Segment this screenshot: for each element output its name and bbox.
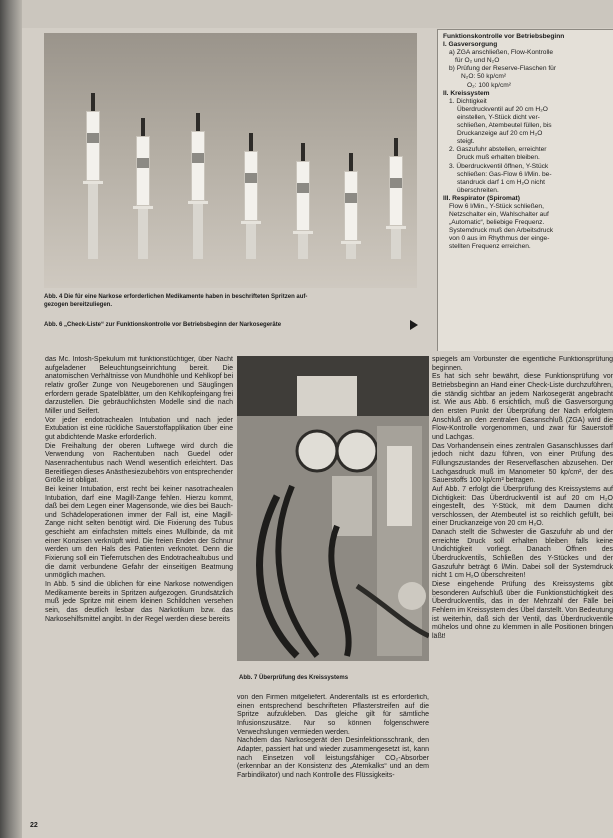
checklist-line: a) ZGA anschließen, Flow-Kontrolle [449, 49, 554, 57]
checklist-line: für O₂ und N₂O [455, 57, 500, 65]
text-column-3 [432, 356, 613, 834]
page-number: 22 [30, 822, 38, 829]
syringe [389, 138, 403, 263]
book-binding [0, 0, 22, 838]
checklist-line: überschreiten. [457, 186, 499, 194]
checklist-line: von 0 aus im Rhythmus der einge- [449, 235, 550, 243]
checklist-line: 1. Dichtigkeit [449, 97, 487, 105]
syringe [344, 153, 358, 263]
paragraph: Bei keiner Intubation, erst recht bei keiner nasotrachealen Intubation, darf eine Magill-Zange fehlen. Hierzu kommt, daß bei dem Legen einer Magensonde, wie dies bei Bauch- und Schädeloperationen immer der Fall ist, eine Magill-Zange nicht selten benötigt wird. Die Fixierung des Tubus geschieht am einfachsten mittels eines Mullbinde, da mit einer Konzisen verknüpft wird. Die freien Enden der Schnur werden um den Hals des Patienten verknotet. Denn die Fixierung soll ein Tieferrutschen des Endotrachealtubus und die damit verbundene Gefahr der einseitigen Beatmung unmöglich machen. [45, 485, 233, 580]
paragraph: Die Freihaltung der oberen Luftwege wird durch die Verwendung von Rachentuben nach Guedel oder Nasenrachentubus nach Wendl wesentlich erleichtert. Das Bereitliegen dieses Anästhesiezubehörs von entsprechender Größe ist obligat. [45, 442, 233, 485]
paragraph: Nachdem das Narkosegerät den Desinfektionsschrank, den Adapter, passiert hat und wieder zusammengesetzt ist, kann nach Einsetzen voll leistungsfähiger CO₂-Absorber (erkennbar an der Konsistenz des „Atemkalks“ und an dem Farbindikator) und nach Kontrolle des Flüssigkeits- [237, 737, 429, 779]
syringes-photo [44, 33, 417, 288]
checklist-line: 3. Überdruckventil öffnen, Y-Stück [449, 162, 549, 170]
checklist-line: Netzschalter ein, Wahlschalter auf [449, 211, 549, 219]
paragraph: das Mc. Intosh-Spekulum mit funktionstüchtiger, über Nacht aufgeladener Beleuchtungseinrichtung bereit. Die anatomischen Verhältnisse von Mundhöhle und Kehlkopf bei relativ großer Zunge von Neugeborenen und Säuglingen erfordern gerade Spatelblätter, um den Kehlkopfeingang frei darzustellen. Die gebräuchlichsten Modelle sind die nach Miller und Seifert. [45, 356, 233, 415]
anesthesia-machine-photo [237, 356, 429, 661]
checklist-line: O₂: 100 kp/cm² [467, 81, 511, 89]
paragraph: Vor jeder endotrachealen Intubation und nach jeder Extubation ist eine rückliche Sauerstoffapplikation über eine gut abdichtende Maske erforderlich. [45, 416, 233, 441]
checklist-line: Funktionskontrolle vor Betriebsbeginn [443, 33, 565, 40]
paragraph: Danach stellt die Schwester die Gaszufuhr ab und der erreichte Druck soll erhalten bleiben falls keine Undichtigkeit vorliegt. Danach Öffnen des Überdruckventils, Schließen des Y-Stückes und der Gaszufuhr beträgt 6 l/Min. Dabei soll der Systemdruck nicht 1 cm H₂O überschreiten! [432, 529, 613, 580]
checklist-line: III. Respirator (Spiromat) [443, 194, 520, 202]
syringe [86, 93, 100, 263]
checklist-line: Flow 6 l/Min., Y-Stück schließen, [449, 202, 544, 210]
checklist-line: „Automatic“, beliebige Frequenz. [449, 219, 545, 227]
paragraph: Diese eingehende Prüfung des Kreissystems gibt besonderen Aufschluß über die Funktionstüchtigkeit des Überdruckventils, das in der Mehrzahl der Fälle bei Fehlern im Kreissystem des Übel darstellt. Von Bedeutung ist weiterhin, daß sich der Ventil, das Überdruckventile mühelos und ohne zu klemmen in alle Positionen bringen läßt! [432, 581, 613, 640]
syringe [191, 113, 205, 263]
checklist-line: b) Prüfung der Reserve-Flaschen für [449, 65, 557, 73]
checklist-line: schließen: Gas-Flow 6 l/Min. be- [457, 170, 552, 178]
figure-caption-abb7: Abb. 7 Überprüfung des Kreissystems [239, 675, 349, 681]
figure-caption-abb6: Abb. 6 „Check-Liste“ zur Funktionskontrolle vor Betriebsbeginn der Narkosegeräte [44, 322, 282, 328]
checklist-line: I. Gasversorgung [443, 41, 498, 49]
checklist-line: stellten Frequenz erreichen. [449, 243, 531, 251]
checklist-line: standruck darf 1 cm H₂O nicht [457, 178, 545, 186]
machine-illustration [237, 356, 429, 661]
checklist-line: Druck muß erhalten bleiben. [457, 154, 540, 162]
syringe [296, 143, 310, 263]
text-column-2 [237, 694, 429, 834]
arrow-right-icon [410, 320, 418, 330]
checklist-box [437, 29, 613, 351]
checklist-line: N₂O: 50 kp/cm² [461, 73, 507, 81]
checklist-line: Druckanzeige auf 20 cm H₂O [457, 130, 543, 138]
top-margin [22, 0, 613, 28]
figure-caption-abb4: Abb. 4 Die für eine Narkose erforderlichen Medikamente haben in beschrifteten Spritzen auf- gezogen bereitzuliegen. [44, 294, 308, 308]
checklist-line: schließen, Atembeutel füllen, bis [457, 122, 552, 130]
syringe [136, 118, 150, 263]
paragraph: Das Vorhandensein eines zentralen Gasanschlusses darf jedoch nicht dazu führen, von einer Prüfung des Füllungszustandes der Reserveflaschen abzusehen. Der Lachgasdruck muß im Manometer 50 kp/cm², der des Sauerstoffs 100 kp/cm² betragen. [432, 442, 613, 485]
checklist-line: Überdruckventil auf 20 cm H₂O [457, 105, 548, 113]
text-column-1 [45, 356, 233, 834]
paragraph: spiegels am Vorbunster die eigentliche Funktionsprüfung beginnen. [432, 356, 613, 372]
checklist-line: Systemdruck muß den Arbeitsdruck [449, 227, 554, 235]
paragraph: Auf Abb. 7 erfolgt die Überprüfung des Kreissystems auf Dichtigkeit: Das Überdruckventil ist auf 20 cm H₂O eingestellt, des Y-Stück, mit dem Daumen dicht verschlossen, der Atembeutel ist so reichlich gefüllt, bei einer Druckanzeige von 20 cm H₂O. [432, 485, 613, 528]
paragraph: In Abb. 5 sind die üblichen für eine Narkose notwendigen Medikamente bereits in Spritzen aufgezogen. Grundsätzlich muß jede Spritze mit einem kleinen Schildchen versehen sein, das deutlich lesbar das Narkotikum bzw. das Narkosehilfsmittel angibt. In der Regel werden diese bereits [45, 581, 233, 623]
checklist-line: 2. Gaszufuhr abstellen, erreichter [449, 146, 547, 154]
syringe [244, 133, 258, 263]
checklist-line: steigt. [457, 138, 475, 146]
paragraph: von den Firmen mitgeliefert. Anderenfalls ist es erforderlich, einen entsprechend beschrifteten Pflasterstreifen auf die Spritze aufzukleben. Das gleiche gilt für sämtliche Infusionszusätze. Nur so können folgenschwere Verwechslungen vermieden werden. [237, 694, 429, 736]
checklist-line: einstellen, Y-Stück dicht ver- [457, 113, 540, 121]
checklist-line: II. Kreissystem [443, 89, 490, 97]
paragraph: Es hat sich sehr bewährt, diese Funktionsprüfung vor Betriebsbeginn an Hand einer Check-Liste durchzuführen, die ständig sichtbar an jedem Narkosegerät angebracht ist. Wie aus Abb. 6 ersichtlich, muß die Gasversorgung den ersten Punkt der Überprüfung der Nach erfolgtem Anschluß an den zentralen Gasanschluß (ZGA) wird die Flow-Kontrolle vorgenommen, und zwar für Sauerstoff und Lachgas. [432, 373, 613, 441]
